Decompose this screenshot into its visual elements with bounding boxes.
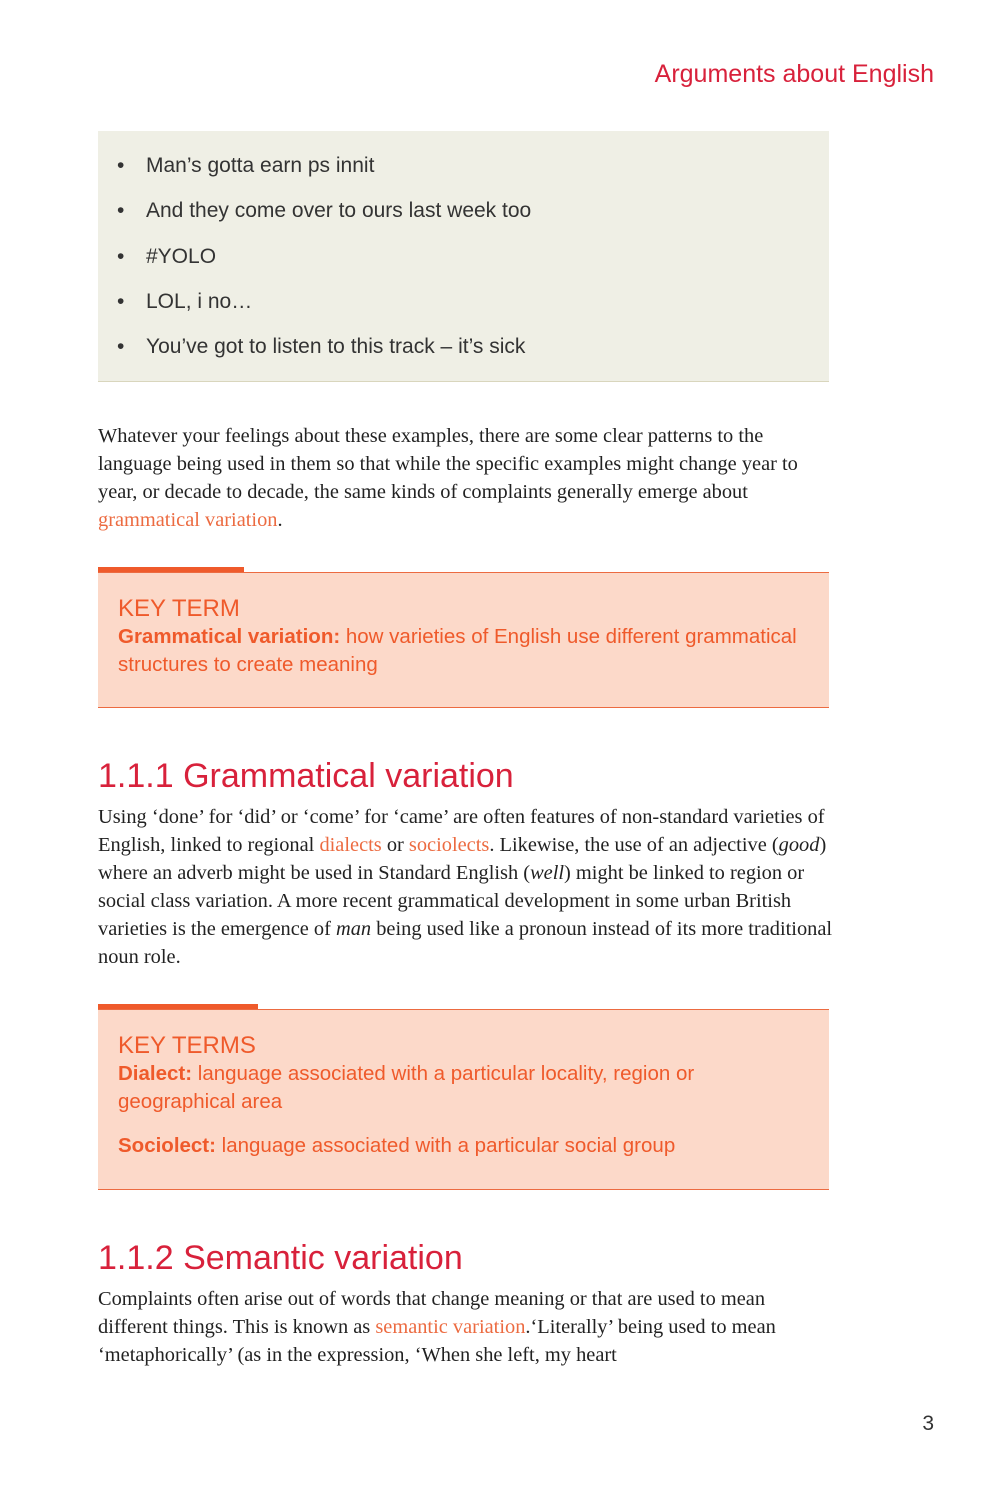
key-terms-box (98, 1009, 829, 1190)
key-term-box (98, 572, 829, 708)
section-heading-semantic-variation: 1.1.2 Semantic variation (98, 1239, 463, 1277)
glossary-link-semantic-variation[interactable]: semantic variation (375, 1316, 526, 1338)
section-2-paragraph: Complaints often arise out of words that change meaning or that are used to mean different things. This is known as semantic variation.‘Literally’ being used to mean ‘metaphorically’ (as in the expression, ‘When she left, my heart (98, 1288, 776, 1366)
glossary-link-sociolects[interactable]: sociolects (408, 834, 490, 856)
key-term-definition-sociolect: Sociolect: language associated with a particular social group (118, 1134, 676, 1157)
bullet-icon: • (117, 244, 125, 268)
key-term-definition: Grammatical variation: how varieties of English use different grammatical structures to create meaning (118, 625, 797, 676)
section-heading-grammatical-variation: 1.1.1 Grammatical variation (98, 757, 514, 795)
list-item: • And they come over to ours last week too (117, 199, 532, 223)
example-box (98, 131, 829, 382)
key-term-title: KEY TERM (118, 595, 240, 622)
key-terms-accent-bar (98, 1004, 258, 1009)
section-1-paragraph: Using ‘done’ for ‘did’ or ‘come’ for ‘came’ are often features of non-standard varieties of English, linked to regional dialects or sociolects. Likewise, the use of an adjective (good) where an adverb might be used in Standard English (well) might be linked to region or social class variation. A more recent grammatical development in some urban British varieties is the emergence of man being used like a pronoun instead of its more traditional noun role. (98, 806, 833, 968)
list-item: • LOL, i no… (117, 289, 253, 313)
bullet-icon: • (117, 154, 125, 177)
list-item: • Man’s gotta earn ps innit (117, 154, 375, 177)
example-list (98, 131, 829, 379)
bullet-icon: • (117, 335, 125, 359)
key-term-definition-dialect: Dialect: language associated with a particular locality, region or geographical area (118, 1062, 695, 1113)
page-number: 3 (922, 1412, 934, 1435)
key-term-accent-bar (98, 567, 244, 572)
glossary-link-dialects[interactable]: dialects (319, 834, 382, 856)
running-head: Arguments about English (654, 60, 934, 88)
list-item: • You’ve got to listen to this track – it’s sick (117, 335, 526, 359)
bullet-icon: • (117, 199, 125, 223)
bullet-icon: • (117, 289, 125, 313)
glossary-link-grammatical-variation[interactable]: grammatical variation (98, 509, 278, 531)
key-terms-title: KEY TERMS (118, 1032, 256, 1059)
intro-paragraph: Whatever your feelings about these examples, there are some clear patterns to the language being used in them so that while the specific examples might change year to year, or decade to decade, the same kinds of complaints generally emerge about grammatical variation. (98, 425, 798, 531)
list-item: • #YOLO (117, 244, 217, 268)
